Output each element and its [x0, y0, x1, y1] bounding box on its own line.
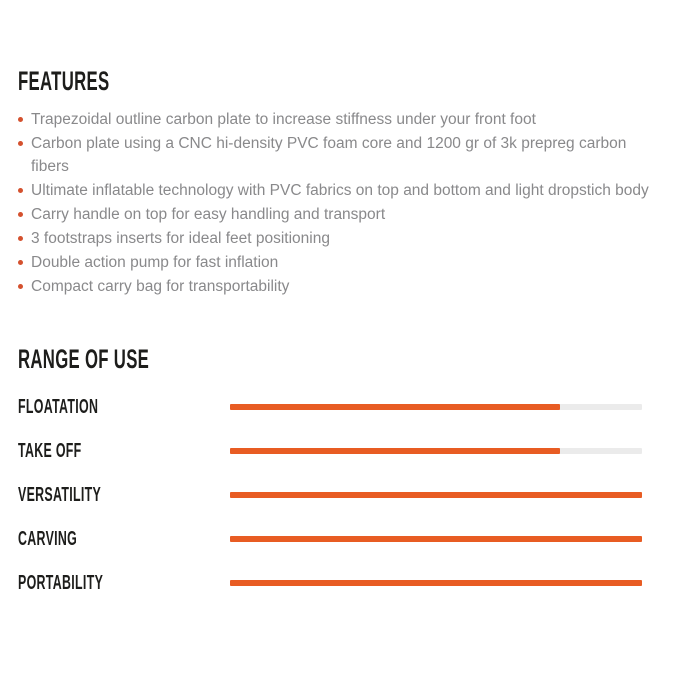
- range-bar-track: [230, 404, 642, 410]
- bullet-icon: [18, 284, 23, 289]
- bullet-icon: [18, 260, 23, 265]
- range-of-use-section: [18, 346, 670, 605]
- feature-text: Double action pump for fast inflation: [31, 254, 279, 271]
- feature-item: [18, 251, 660, 274]
- feature-item: [18, 275, 660, 298]
- features-list: [18, 108, 660, 298]
- range-row: [18, 385, 670, 429]
- range-row-label: VERSATILITY: [18, 484, 102, 506]
- range-row: [18, 517, 670, 561]
- features-heading-text: FEATURES: [18, 66, 110, 96]
- feature-text: Carbon plate using a CNC hi-density PVC foam core and 1200 gr of 3k prepreg carbon fibers: [31, 135, 627, 175]
- feature-text: Compact carry bag for transportability: [31, 278, 290, 295]
- bullet-icon: [18, 117, 23, 122]
- range-of-use-heading: [18, 346, 670, 373]
- range-of-use-chart: [18, 385, 670, 605]
- range-row: [18, 561, 670, 605]
- range-bar-track: [230, 580, 642, 586]
- bullet-icon: [18, 236, 23, 241]
- bullet-icon: [18, 188, 23, 193]
- range-row: [18, 429, 670, 473]
- range-row-label: TAKE OFF: [18, 440, 82, 462]
- features-section: [18, 68, 670, 298]
- feature-item: [18, 179, 660, 202]
- range-bar-fill: [230, 448, 560, 454]
- range-bar-track: [230, 448, 642, 454]
- range-bar-track: [230, 492, 642, 498]
- range-row-label: CARVING: [18, 528, 78, 550]
- feature-text: Carry handle on top for easy handling and transport: [31, 206, 386, 223]
- range-row: [18, 473, 670, 517]
- range-row-label: PORTABILITY: [18, 572, 104, 594]
- range-of-use-heading-text: RANGE OF USE: [18, 344, 150, 374]
- range-bar-fill: [230, 536, 642, 542]
- features-heading: [18, 68, 670, 95]
- feature-item: [18, 227, 660, 250]
- bullet-icon: [18, 141, 23, 146]
- feature-item: [18, 108, 660, 131]
- range-row-label: FLOATATION: [18, 396, 99, 418]
- range-bar-track: [230, 536, 642, 542]
- feature-text: 3 footstraps inserts for ideal feet positioning: [31, 230, 330, 247]
- feature-item: [18, 203, 660, 226]
- range-bar-fill: [230, 492, 642, 498]
- range-bar-fill: [230, 580, 642, 586]
- feature-text: Ultimate inflatable technology with PVC fabrics on top and bottom and light dropstich body: [31, 182, 649, 199]
- feature-item: [18, 132, 660, 178]
- bullet-icon: [18, 212, 23, 217]
- range-bar-fill: [230, 404, 560, 410]
- feature-text: Trapezoidal outline carbon plate to increase stiffness under your front foot: [31, 111, 536, 128]
